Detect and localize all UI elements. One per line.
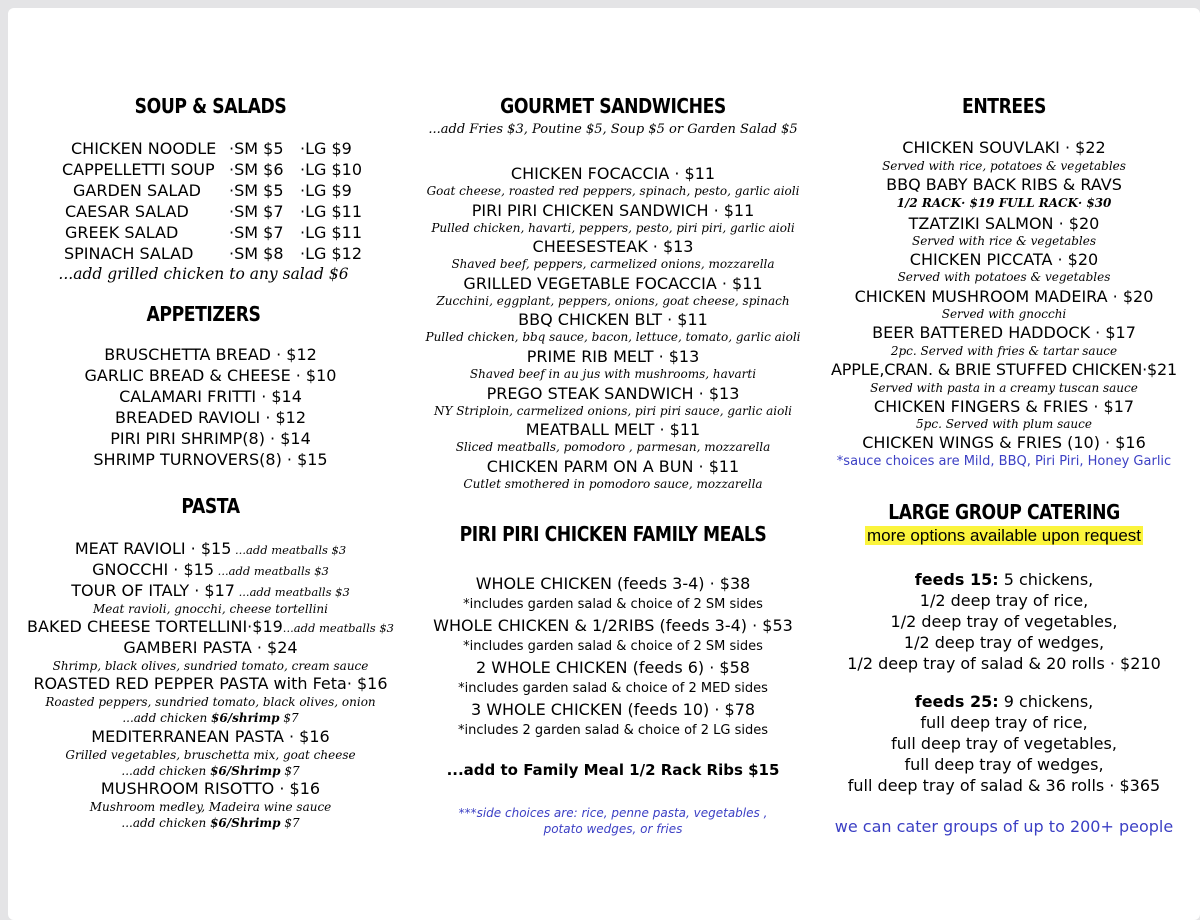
sandwich-description: Sliced meatballs, pomodoro , parmesan, mozzarella (455, 440, 771, 454)
entree-description: 1/2 RACK· $19 FULL RACK· $30 (896, 196, 1112, 210)
menu-page (8, 8, 1200, 920)
item-lg-price: ·LG $9 (300, 181, 352, 200)
item-name: CHICKEN NOODLE (71, 139, 217, 158)
item-description: Meat ravioli, gnocchi, cheese tortellini (92, 602, 328, 616)
entree-description: 5pc. Served with plum sauce (916, 417, 1092, 431)
item-addon: ...add meatballs $3 (231, 543, 347, 557)
appetizer-item: GARLIC BREAD & CHEESE · $10 (84, 366, 337, 385)
sandwich-description: Zucchini, eggplant, peppers, onions, goat cheese, spinach (436, 294, 790, 308)
item-name: TOUR OF ITALY · $17 (71, 581, 235, 600)
sandwich-name: PIRI PIRI CHICKEN SANDWICH · $11 (471, 201, 755, 220)
family-meals-heading: PIRI PIRI CHICKEN FAMILY MEALS (459, 522, 767, 546)
entree-description: Served with rice, potatoes & vegetables (882, 159, 1126, 173)
item-description: Mushroom medley, Madeira wine sauce (89, 800, 332, 814)
item-name: GREEK SALAD (65, 223, 179, 242)
catering-line: 1/2 deep tray of salad & 20 rolls · $210 (847, 654, 1161, 673)
family-meal-includes: *includes 2 garden salad & choice of 2 LG sides (458, 723, 768, 738)
entrees-heading: ENTREES (961, 94, 1046, 118)
item-lg-price: ·LG $11 (300, 202, 363, 221)
catering-line: 1/2 deep tray of wedges, (903, 633, 1105, 652)
sandwich-name: PRIME RIB MELT · $13 (526, 347, 700, 366)
sandwich-name: CHICKEN PARM ON A BUN · $11 (486, 457, 740, 476)
family-meal-name: 3 WHOLE CHICKEN (feeds 10) · $78 (470, 700, 756, 719)
item-name: CAESAR SALAD (65, 202, 189, 221)
sandwich-name: MEATBALL MELT · $11 (525, 420, 701, 439)
item-addon: ...add meatballs $3 (214, 564, 329, 578)
entree-name: CHICKEN SOUVLAKI · $22 (902, 138, 1106, 157)
entree-description: Served with gnocchi (941, 307, 1067, 321)
sauce-choices-note: *sauce choices are Mild, BBQ, Piri Piri, Honey Garlic (836, 454, 1172, 469)
side-choices-note-1: ***side choices are: rice, penne pasta, vegetables , (458, 806, 768, 820)
entree-description: Served with pasta in a creamy tuscan sauce (870, 381, 1138, 395)
sandwich-description: Pulled chicken, bbq sauce, bacon, lettuce, tomato, garlic aioli (425, 330, 801, 344)
pasta-item: MUSHROOM RISOTTO · $16 (100, 779, 321, 798)
pasta-item: ROASTED RED PEPPER PASTA with Feta· $16 (33, 674, 388, 693)
item-sm-price: ·SM $8 (229, 244, 284, 263)
catering-line: feeds 25: 9 chickens, (914, 692, 1094, 711)
family-meal-includes: *includes garden salad & choice of 2 SM sides (463, 639, 763, 654)
item-description: Grilled vegetables, bruschetta mix, goat cheese (65, 748, 356, 762)
sandwich-description: Goat cheese, roasted red peppers, spinach, pesto, garlic aioli (426, 184, 800, 198)
sandwich-name: CHEESESTEAK · $13 (532, 237, 694, 256)
item-sm-price: ·SM $5 (229, 139, 284, 158)
family-meal-name: 2 WHOLE CHICKEN (feeds 6) · $58 (476, 658, 750, 677)
item-name: CAPPELLETTI SOUP (62, 160, 215, 179)
item-addon: ...add meatballs $3 (282, 621, 394, 635)
catering-line: full deep tray of wedges, (904, 755, 1104, 774)
item-description: Shrimp, black olives, sundried tomato, cream sauce (52, 659, 369, 673)
item-name: GARDEN SALAD (73, 181, 201, 200)
catering-heading: LARGE GROUP CATERING (888, 500, 1120, 524)
entree-name: BEER BATTERED HADDOCK · $17 (872, 323, 1136, 342)
entree-description: Served with potatoes & vegetables (897, 270, 1111, 284)
pasta-heading: PASTA (181, 494, 240, 518)
pasta-item (8, 539, 413, 560)
item-sm-price: ·SM $7 (229, 202, 284, 221)
entree-name: CHICKEN WINGS & FRIES (10) · $16 (862, 433, 1146, 452)
item-sm-price: ·SM $6 (229, 160, 284, 179)
family-meal-name: WHOLE CHICKEN (feeds 3-4) · $38 (475, 574, 751, 593)
add-ribs-note: ...add to Family Meal 1/2 Rack Ribs $15 (446, 761, 780, 779)
sandwich-description: Pulled chicken, havarti, peppers, pesto, piri piri, garlic aioli (431, 221, 795, 235)
appetizer-item: CALAMARI FRITTI · $14 (119, 387, 302, 406)
entree-name: CHICKEN FINGERS & FRIES · $17 (873, 397, 1135, 416)
catering-line: full deep tray of salad & 36 rolls · $365 (847, 776, 1161, 795)
family-meal-includes: *includes garden salad & choice of 2 SM sides (463, 597, 763, 612)
item-sm-price: ·SM $7 (229, 223, 284, 242)
item-name: BAKED CHEESE TORTELLINI·$19 (27, 617, 283, 636)
entree-name: CHICKEN MUSHROOM MADEIRA · $20 (854, 287, 1154, 306)
item-addon: ...add chicken $6/shrimp $7 (122, 711, 299, 725)
item-lg-price: ·LG $12 (300, 244, 363, 263)
sandwich-name: BBQ CHICKEN BLT · $11 (518, 310, 708, 329)
catering-line: feeds 15: 5 chickens, (914, 570, 1094, 589)
sandwich-description: Cutlet smothered in pomodoro sauce, mozzarella (463, 477, 763, 491)
catering-highlight-row (808, 526, 1200, 546)
sandwich-name: CHICKEN FOCACCIA · $11 (510, 164, 716, 183)
family-meal-includes: *includes garden salad & choice of 2 MED sides (458, 681, 768, 696)
appetizer-item: BREADED RAVIOLI · $12 (114, 408, 307, 427)
catering-line: full deep tray of rice, (920, 713, 1088, 732)
side-choices-note-2: potato wedges, or fries (543, 822, 683, 836)
pasta-item (8, 617, 413, 638)
soup-salads-heading: SOUP & SALADS (134, 94, 287, 118)
catering-highlight: more options available upon request (866, 526, 1142, 545)
catering-line: full deep tray of vegetables, (891, 734, 1117, 753)
entree-description: 2pc. Served with fries & tartar sauce (890, 344, 1118, 358)
catering-footer: we can cater groups of up to 200+ people (834, 817, 1174, 836)
sandwiches-heading: GOURMET SANDWICHES (500, 94, 726, 118)
entree-name: CHICKEN PICCATA · $20 (909, 250, 1099, 269)
item-name: MEAT RAVIOLI · $15 (74, 539, 232, 558)
salad-chicken-note: ...add grilled chicken to any salad $6 (58, 265, 349, 283)
catering-line: 1/2 deep tray of rice, (919, 591, 1089, 610)
pasta-item (8, 581, 413, 602)
pasta-item: MEDITERRANEAN PASTA · $16 (91, 727, 330, 746)
entree-description: Served with rice & vegetables (911, 234, 1097, 248)
catering-line: 1/2 deep tray of vegetables, (890, 612, 1118, 631)
item-addon: ...add meatballs $3 (234, 585, 350, 599)
item-name: GNOCCHI · $15 (92, 560, 215, 579)
item-lg-price: ·LG $10 (300, 160, 363, 179)
item-addon: ...add chicken $6/Shrimp $7 (121, 816, 300, 830)
sandwich-name: PREGO STEAK SANDWICH · $13 (486, 384, 740, 403)
item-name: SPINACH SALAD (64, 244, 194, 263)
sandwich-name: GRILLED VEGETABLE FOCACCIA · $11 (463, 274, 763, 293)
item-sm-price: ·SM $5 (229, 181, 284, 200)
sandwich-description: Shaved beef in au jus with mushrooms, havarti (469, 367, 757, 381)
item-description: Roasted peppers, sundried tomato, black olives, onion (45, 695, 376, 709)
entree-name: APPLE,CRAN. & BRIE STUFFED CHICKEN·$21 (831, 360, 1177, 379)
entree-name: TZATZIKI SALMON · $20 (908, 214, 1100, 233)
item-addon: ...add chicken $6/Shrimp $7 (121, 764, 300, 778)
appetizer-item: PIRI PIRI SHRIMP(8) · $14 (110, 429, 311, 448)
pasta-item: GAMBERI PASTA · $24 (123, 638, 298, 657)
family-meal-name: WHOLE CHICKEN & 1/2RIBS (feeds 3-4) · $53 (433, 616, 793, 635)
appetizers-heading: APPETIZERS (146, 302, 261, 326)
sandwiches-subtitle: ...add Fries $3, Poutine $5, Soup $5 or Garden Salad $5 (428, 122, 798, 137)
entree-name: BBQ BABY BACK RIBS & RAVS (886, 175, 1122, 194)
sandwich-description: Shaved beef, peppers, carmelized onions, mozzarella (451, 257, 775, 271)
item-lg-price: ·LG $11 (300, 223, 363, 242)
pasta-item (8, 560, 413, 581)
item-lg-price: ·LG $9 (300, 139, 352, 158)
appetizer-item: BRUSCHETTA BREAD · $12 (104, 345, 317, 364)
sandwich-description: NY Striploin, carmelized onions, piri piri sauce, garlic aioli (434, 404, 792, 418)
appetizer-item: SHRIMP TURNOVERS(8) · $15 (93, 450, 328, 469)
